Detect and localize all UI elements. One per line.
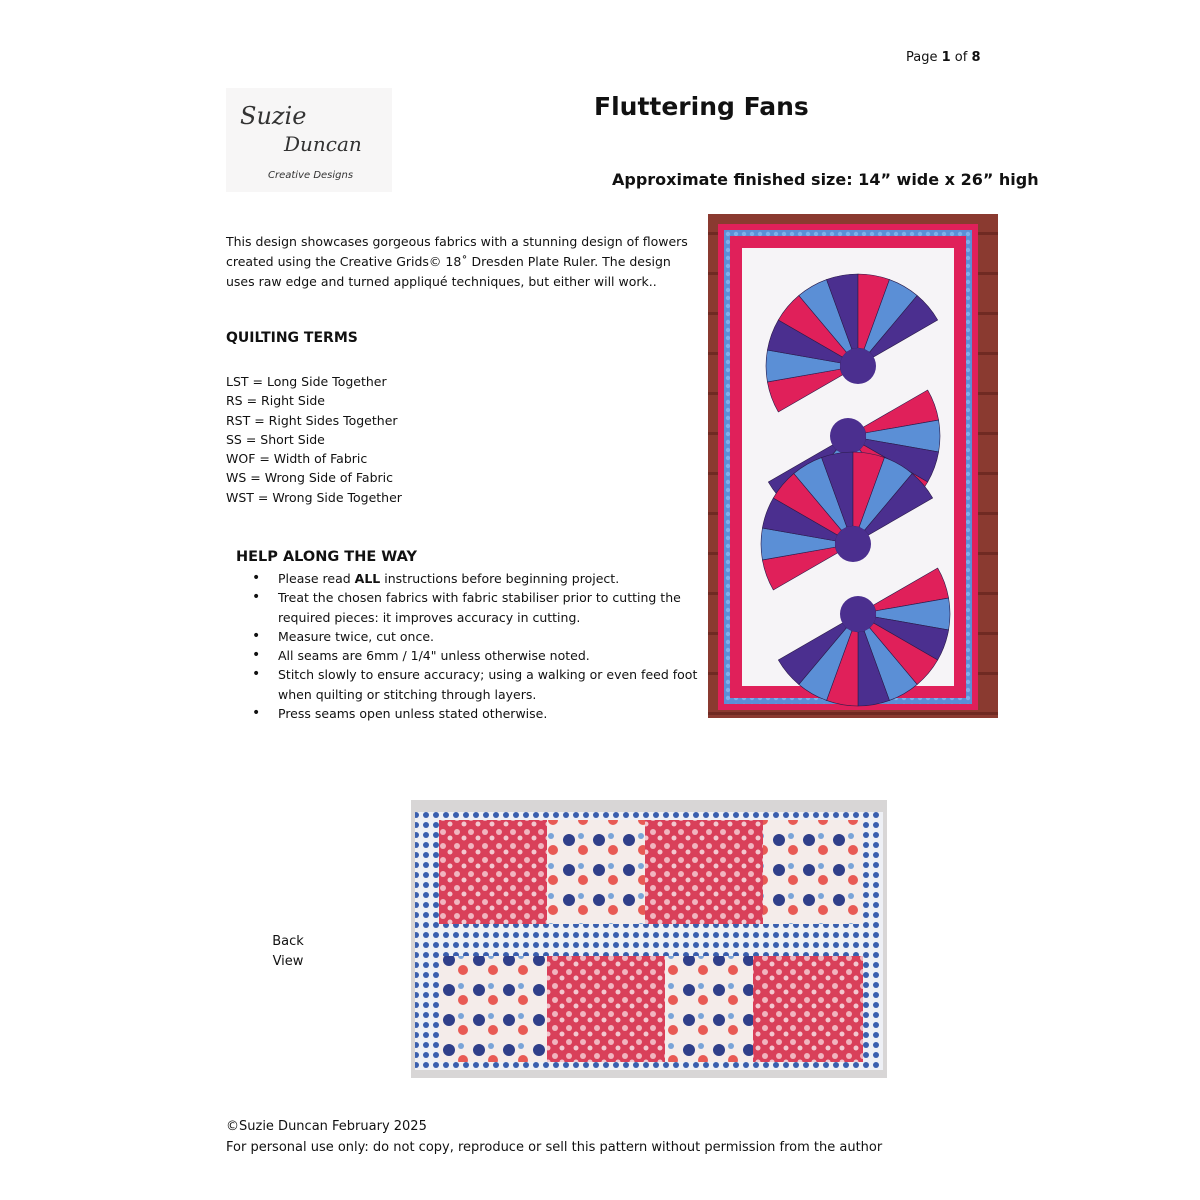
front-quilt-photo <box>708 214 998 718</box>
finished-size: Approximate finished size: 14” wide x 26” high <box>612 170 1039 189</box>
quilting-terms-list <box>226 372 402 507</box>
back-view-label: Back View <box>272 934 304 969</box>
help-item: • All seams are 6mm / 1/4" unless otherwise noted. <box>252 646 702 665</box>
term-item: SS = Short Side <box>226 431 325 447</box>
logo-tagline: Creative Designs <box>268 170 354 181</box>
help-item: • Stitch slowly to ensure accuracy; using a walking or even feed foot when quilting or stitching through layers. <box>252 665 702 704</box>
logo-script-duncan: Duncan <box>284 132 362 156</box>
intro-paragraph: This design showcases gorgeous fabrics with a stunning design of flowers created using the Creative Grids© 18˚ Dresden Plate Ruler. The design uses raw edge and turned appliqué techniques, but either will work.. <box>226 234 688 289</box>
quilting-terms-heading: QUILTING TERMS <box>226 330 358 346</box>
term-item: WOF = Width of Fabric <box>226 451 368 467</box>
help-list <box>252 569 702 723</box>
logo-script-suzie: Suzie <box>240 102 307 130</box>
back-quilt-photo <box>411 800 887 1078</box>
fan-center <box>835 526 871 562</box>
pattern-title: Fluttering Fans <box>594 92 809 121</box>
footer <box>226 1116 882 1158</box>
term-item: WS = Wrong Side of Fabric <box>226 470 394 486</box>
fan-center <box>840 596 876 632</box>
term-item: RST = Right Sides Together <box>226 412 398 428</box>
term-item: RS = Right Side <box>226 393 325 409</box>
copyright-line: ©Suzie Duncan February 2025 <box>226 1119 427 1134</box>
page-number: Page 1 of 8 <box>906 50 981 65</box>
help-item: • Treat the chosen fabrics with fabric stabiliser prior to cutting the required pieces: it improves accuracy in cutting. <box>252 588 702 627</box>
usage-notice: For personal use only: do not copy, reproduce or sell this pattern without permission from the author <box>226 1140 883 1155</box>
term-item: LST = Long Side Together <box>226 374 387 389</box>
brand-logo <box>226 88 392 192</box>
fan-center <box>830 418 866 454</box>
help-item: • Please read ALL instructions before beginning project. <box>252 569 702 588</box>
help-heading: HELP ALONG THE WAY <box>236 549 417 565</box>
help-item: • Measure twice, cut once. <box>252 627 702 646</box>
fan-center <box>840 348 876 384</box>
help-item: • Press seams open unless stated otherwise. <box>252 704 702 723</box>
term-item: WST = Wrong Side Together <box>226 489 402 505</box>
